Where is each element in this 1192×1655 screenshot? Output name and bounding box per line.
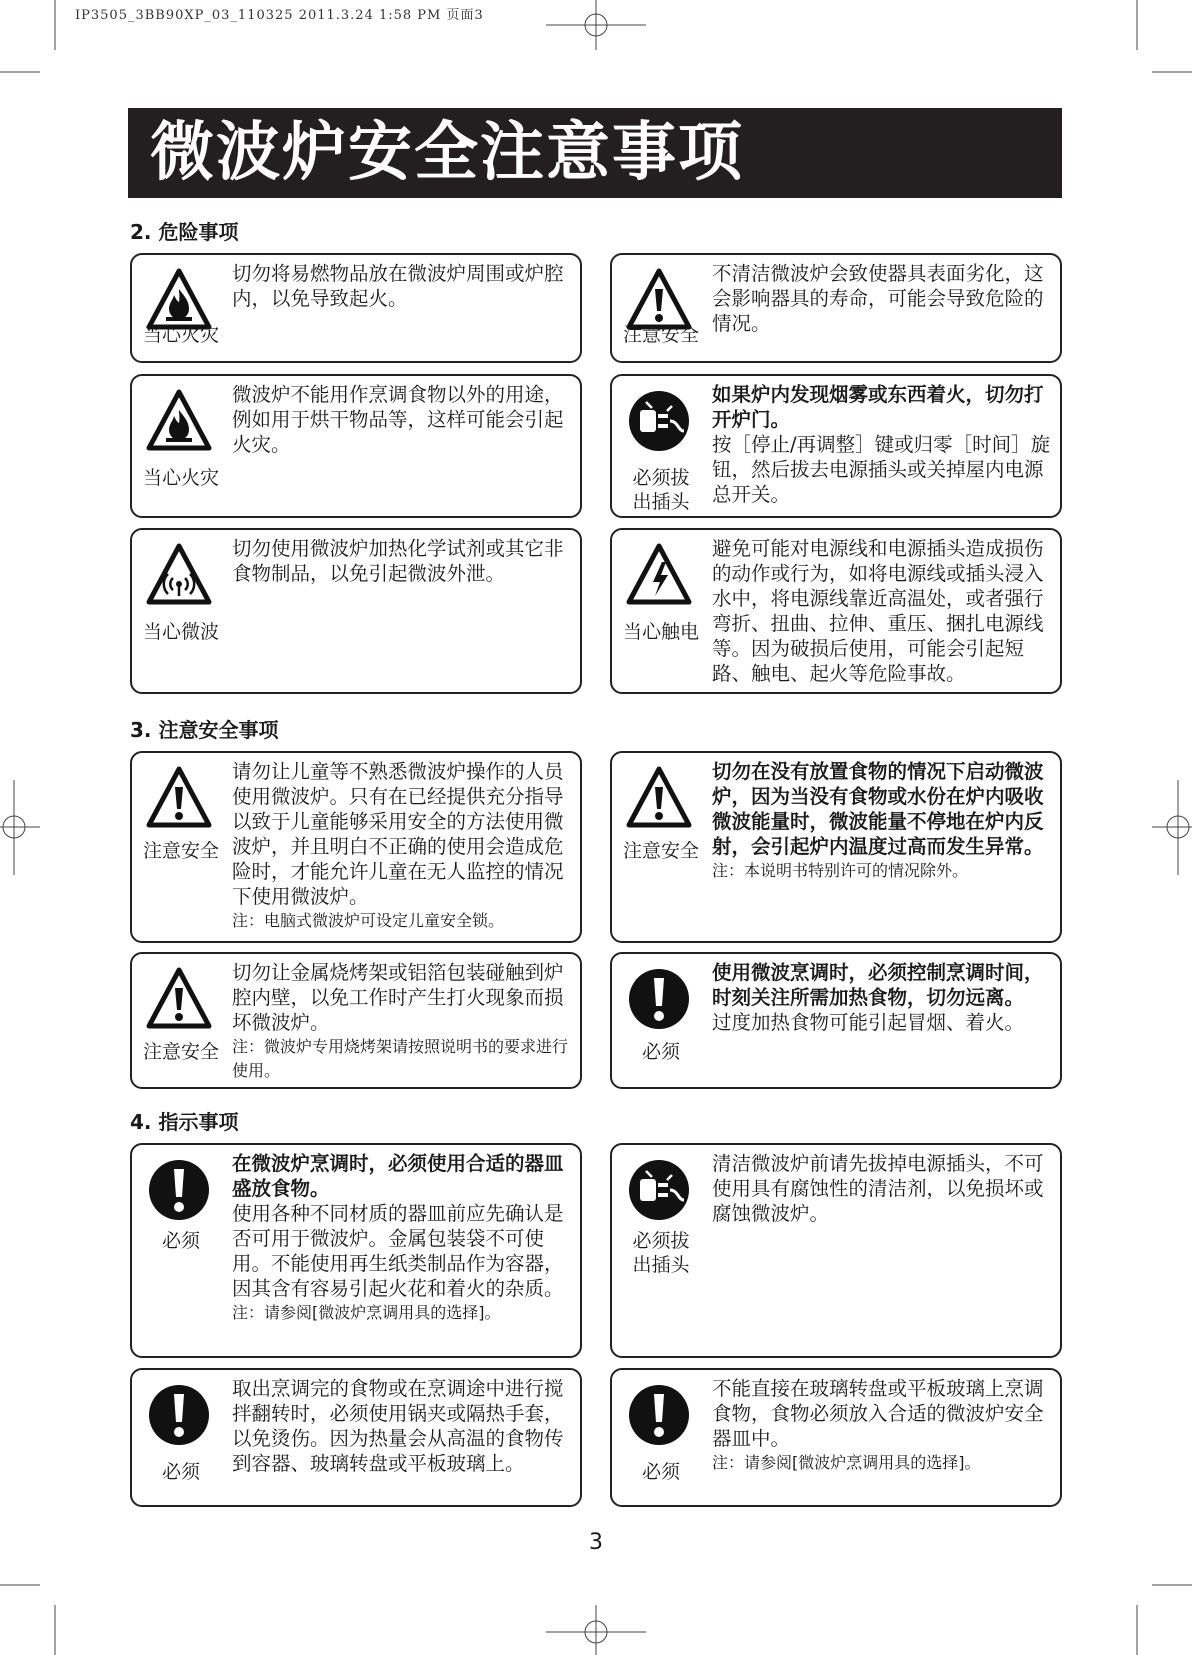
fire-warning-icon [146,388,212,454]
unplug-icon [626,388,692,454]
print-header-meta: IP3505_3BB90XP_03_110325 2011.3.24 1:58 PM 页面3 [75,8,484,23]
notice-box [130,751,582,943]
notice-note: 注：请参阅[微波炉烹调用具的选择]。 [232,1303,501,1322]
mandatory-icon [626,1382,692,1448]
notice-box [130,374,582,518]
caution-warning-icon [146,765,212,831]
notice-text [712,382,1054,507]
electric-shock-icon [626,542,692,608]
notice-box [610,1368,1062,1507]
notice-text [712,261,1054,336]
notice-box [130,1368,582,1507]
notice-box [610,528,1062,694]
mandatory-icon [626,966,692,1032]
section-heading-danger: 2. 危险事项 [130,220,239,244]
notice-label: 必须 [161,1461,200,1483]
notice-paragraph: 请勿让儿童等不熟悉微波炉操作的人员使用微波炉。只有在已经提供充分指导以致于儿童能够采用安全的方法使用微波炉，并且明白不正确的使用会造成危险时，才能允许儿童在无人监控的情况下使用微波炉。 [232,760,564,908]
notice-paragraph: 不能直接在玻璃转盘或平板玻璃上烹调食物，食物必须放入合适的微波炉安全器皿中。 [712,1377,1044,1450]
notice-box [130,952,582,1089]
notice-label: 注意安全 [142,1041,219,1063]
page-title: 微波炉安全注意事项 [128,108,1062,198]
notice-note: 注：本说明书特别许可的情况除外。 [712,861,969,880]
notice-box [610,751,1062,943]
section-heading-instructions: 4. 指示事项 [130,1110,239,1134]
notice-text [232,960,574,1083]
notice-label: 注意安全 [622,324,699,346]
microwave-radiation-icon [146,542,212,608]
notice-box [610,253,1062,363]
notice-label: 注意安全 [622,840,699,862]
notice-label: 注意安全 [142,840,219,862]
notice-label: 必须拔出插头 [632,467,690,513]
notice-paragraph: 在微波炉烹调时，必须使用合适的器皿盛放食物。 [232,1152,564,1200]
notice-text [232,536,574,586]
notice-paragraph: 取出烹调完的食物或在烹调途中进行搅拌翻转时，必须使用锅夹或隔热手套，以免烫伤。因为热量会从高温的食物传到容器、玻璃转盘或平板玻璃上。 [232,1377,564,1475]
page-number: 3 [589,1530,603,1555]
notice-paragraph: 如果炉内发现烟雾或东西着火，切勿打开炉门。 [712,383,1044,431]
notice-box [610,952,1062,1089]
notice-text [712,1376,1054,1475]
notice-paragraph: 避免可能对电源线和电源插头造成损伤的动作或行为，如将电源线或插头浸入水中，将电源线靠近高温处，或者强行弯折、扭曲、拉伸、重压、捆扎电源线等。因为破损后使用，可能会引起短路、触电、起火等危险事故。 [712,537,1044,685]
notice-label: 当心微波 [142,621,219,643]
notice-paragraph: 微波炉不能用作烹调食物以外的用途，例如用于烘干物品等，这样可能会引起火灾。 [232,383,564,456]
notice-paragraph: 按［停止/再调整］键或归零［时间］旋钮，然后拔去电源插头或关掉屋内电源总开关。 [712,433,1051,506]
notice-label: 必须 [161,1230,200,1252]
notice-box [610,1143,1062,1358]
notice-label: 必须 [641,1041,680,1063]
notice-text [232,1151,574,1325]
notice-paragraph: 切勿将易燃物品放在微波炉周围或炉腔内，以免导致起火。 [232,262,564,310]
notice-note: 注：请参阅[微波炉烹调用具的选择]。 [712,1453,981,1472]
notice-box [130,253,582,363]
notice-label: 必须拔出插头 [632,1230,690,1276]
notice-text [712,960,1054,1035]
notice-text [712,759,1054,883]
caution-warning-icon [626,765,692,831]
notice-paragraph: 使用各种不同材质的器皿前应先确认是否可用于微波炉。金属包装袋不可使用。不能使用再生纸类制品作为容器，因其含有容易引起火花和着火的杂质。 [232,1202,564,1300]
notice-text [232,261,574,311]
notice-text [232,1376,574,1476]
section-heading-caution: 3. 注意安全事项 [130,718,279,742]
mandatory-icon [146,1157,212,1223]
notice-text [712,536,1054,686]
notice-paragraph: 过度加热食物可能引起冒烟、着火。 [712,1011,1025,1034]
notice-note: 注：电脑式微波炉可设定儿童安全锁。 [232,911,505,930]
notice-box [610,374,1062,518]
notice-box [130,1143,582,1358]
caution-warning-icon [146,966,212,1032]
notice-paragraph: 清洁微波炉前请先拔掉电源插头，不可使用具有腐蚀性的清洁剂，以免损坏或腐蚀微波炉。 [712,1152,1044,1225]
notice-label: 当心火灾 [142,324,219,346]
notice-box [130,528,582,694]
notice-paragraph: 使用微波烹调时，必须控制烹调时间，时刻关注所需加热食物，切勿远离。 [712,961,1044,1009]
notice-text [232,759,574,933]
notice-text [232,382,574,457]
notice-label: 当心火灾 [142,467,219,489]
mandatory-icon [146,1382,212,1448]
notice-note: 注：微波炉专用烧烤架请按照说明书的要求进行使用。 [232,1037,569,1080]
unplug-icon [626,1157,692,1223]
notice-label: 必须 [641,1461,680,1483]
notice-text [712,1151,1054,1226]
notice-label: 当心触电 [622,621,699,643]
notice-paragraph: 切勿在没有放置食物的情况下启动微波炉，因为当没有食物或水份在炉内吸收微波能量时，微波能量不停地在炉内反射，会引起炉内温度过高而发生异常。 [712,760,1044,858]
notice-paragraph: 切勿使用微波炉加热化学试剂或其它非食物制品，以免引起微波外泄。 [232,537,564,585]
notice-paragraph: 不清洁微波炉会致使器具表面劣化，这会影响器具的寿命，可能会导致危险的情况。 [712,262,1044,335]
notice-paragraph: 切勿让金属烧烤架或铝箔包装碰触到炉腔内壁，以免工作时产生打火现象而损坏微波炉。 [232,961,564,1034]
